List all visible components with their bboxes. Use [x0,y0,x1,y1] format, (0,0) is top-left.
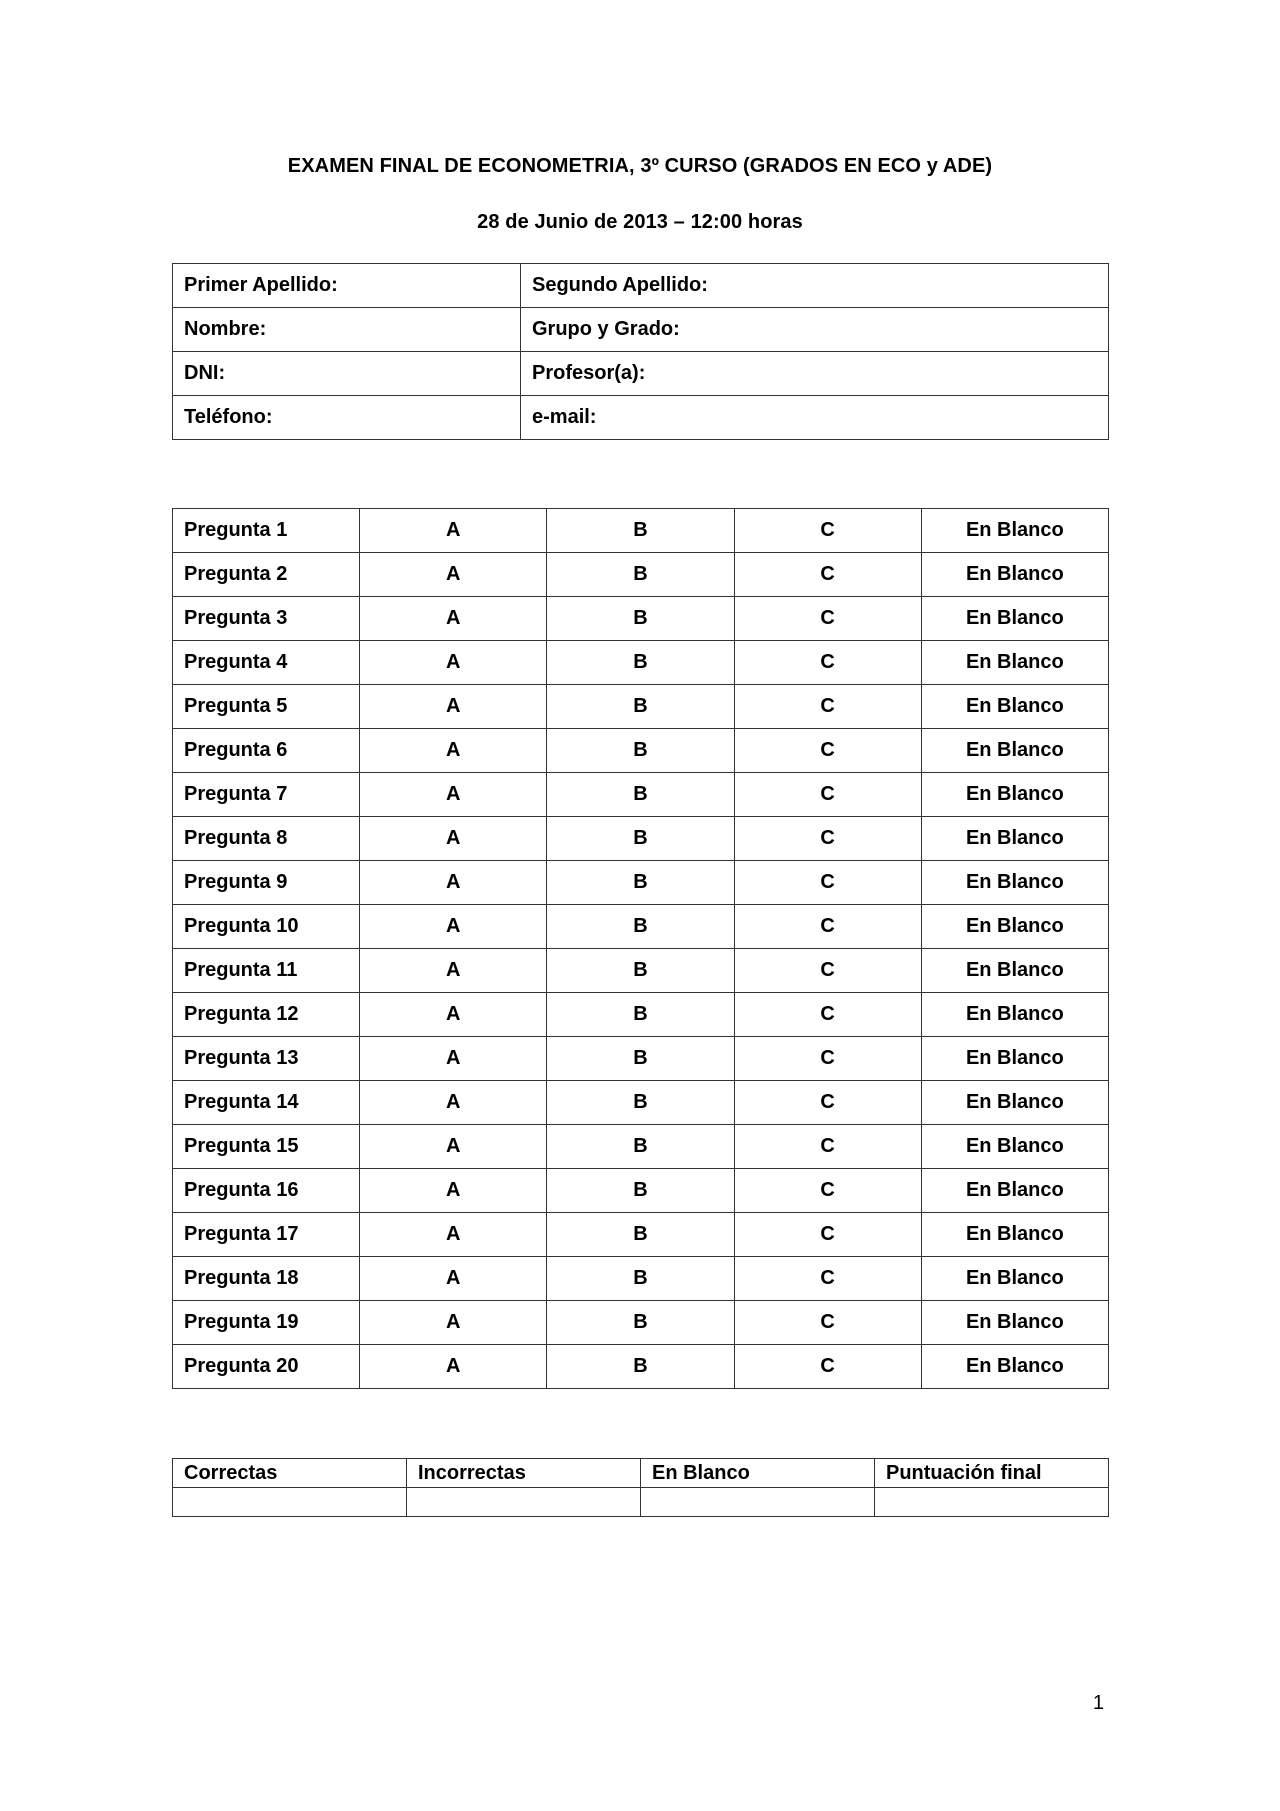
score-header-incorrect: Incorrectas [407,1459,641,1488]
answer-row [173,773,1109,817]
answer-option-b[interactable]: B [547,861,734,905]
question-label: Pregunta 8 [173,817,360,861]
answer-option-blank[interactable]: En Blanco [921,729,1108,773]
question-label: Pregunta 11 [173,949,360,993]
answer-option-b[interactable]: B [547,685,734,729]
answer-option-b[interactable]: B [547,1257,734,1301]
answer-option-blank[interactable]: En Blanco [921,905,1108,949]
exam-title: EXAMEN FINAL DE ECONOMETRIA, 3º CURSO (GRADOS EN ECO y ADE) [287,155,993,177]
score-blank-cell[interactable] [641,1488,875,1517]
answer-row [173,1345,1109,1389]
answer-option-b[interactable]: B [547,773,734,817]
question-label: Pregunta 7 [173,773,360,817]
answer-option-blank[interactable]: En Blanco [921,949,1108,993]
answer-row [173,949,1109,993]
answer-option-c[interactable]: C [734,1169,921,1213]
question-label: Pregunta 19 [173,1301,360,1345]
answer-option-b[interactable]: B [547,993,734,1037]
student-info-field[interactable]: Profesor(a): [521,352,1109,396]
answer-option-blank[interactable]: En Blanco [921,509,1108,553]
question-label: Pregunta 5 [173,685,360,729]
answer-option-a[interactable]: A [360,1081,547,1125]
answer-option-b[interactable]: B [547,1345,734,1389]
student-info-field[interactable]: Nombre: [173,308,521,352]
answer-option-a[interactable]: A [360,993,547,1037]
answer-row [173,817,1109,861]
answer-option-a[interactable]: A [360,949,547,993]
answer-option-c[interactable]: C [734,861,921,905]
answer-option-b[interactable]: B [547,729,734,773]
answer-row [173,1169,1109,1213]
answer-option-b[interactable]: B [547,1037,734,1081]
answer-row [173,905,1109,949]
question-label: Pregunta 2 [173,553,360,597]
answer-option-b[interactable]: B [547,949,734,993]
answer-row [173,553,1109,597]
answer-option-blank[interactable]: En Blanco [921,1345,1108,1389]
answer-option-b[interactable]: B [547,1169,734,1213]
answer-option-blank[interactable]: En Blanco [921,1169,1108,1213]
answer-option-blank[interactable]: En Blanco [921,641,1108,685]
answer-option-a[interactable]: A [360,685,547,729]
answer-option-a[interactable]: A [360,729,547,773]
student-info-field[interactable]: Primer Apellido: [173,264,521,308]
answer-option-c[interactable]: C [734,993,921,1037]
question-label: Pregunta 14 [173,1081,360,1125]
answer-option-blank[interactable]: En Blanco [921,817,1108,861]
answer-option-blank[interactable]: En Blanco [921,553,1108,597]
exam-date: 28 de Junio de 2013 – 12:00 horas [477,211,803,233]
student-info-field[interactable]: e-mail: [521,396,1109,440]
score-header-blank: En Blanco [641,1459,875,1488]
score-value-row [173,1488,1109,1517]
answer-option-c[interactable]: C [734,597,921,641]
question-label: Pregunta 12 [173,993,360,1037]
question-label: Pregunta 20 [173,1345,360,1389]
answer-row [173,1301,1109,1345]
answer-option-a[interactable]: A [360,553,547,597]
answer-option-c[interactable]: C [734,949,921,993]
student-info-row [173,396,1109,440]
answer-row [173,509,1109,553]
answer-option-a[interactable]: A [360,1125,547,1169]
answer-option-a[interactable]: A [360,905,547,949]
answer-option-c[interactable]: C [734,1037,921,1081]
score-table [172,1458,1109,1517]
answer-option-blank[interactable]: En Blanco [921,861,1108,905]
answer-sheet-table [172,508,1109,1389]
question-label: Pregunta 17 [173,1213,360,1257]
answer-option-c[interactable]: C [734,1257,921,1301]
student-info-row [173,308,1109,352]
answer-option-a[interactable]: A [360,1169,547,1213]
question-label: Pregunta 4 [173,641,360,685]
answer-row [173,1125,1109,1169]
answer-row [173,1213,1109,1257]
question-label: Pregunta 3 [173,597,360,641]
answer-option-a[interactable]: A [360,1301,547,1345]
question-label: Pregunta 15 [173,1125,360,1169]
student-info-row [173,352,1109,396]
score-header-row [173,1459,1109,1488]
score-header-final: Puntuación final [875,1459,1109,1488]
answer-option-a[interactable]: A [360,597,547,641]
answer-option-b[interactable]: B [547,1301,734,1345]
answer-option-b[interactable]: B [547,641,734,685]
answer-option-b[interactable]: B [547,1125,734,1169]
answer-option-c[interactable]: C [734,553,921,597]
answer-option-blank[interactable]: En Blanco [921,1213,1108,1257]
answer-option-a[interactable]: A [360,861,547,905]
score-header-correct: Correctas [173,1459,407,1488]
answer-option-b[interactable]: B [547,553,734,597]
answer-row [173,597,1109,641]
student-info-field[interactable]: Grupo y Grado: [521,308,1109,352]
question-label: Pregunta 9 [173,861,360,905]
answer-option-a[interactable]: A [360,1037,547,1081]
answer-row [173,729,1109,773]
answer-option-blank[interactable]: En Blanco [921,1081,1108,1125]
answer-option-blank[interactable]: En Blanco [921,1037,1108,1081]
answer-option-c[interactable]: C [734,1345,921,1389]
answer-option-blank[interactable]: En Blanco [921,1257,1108,1301]
answer-option-a[interactable]: A [360,509,547,553]
answer-option-blank[interactable]: En Blanco [921,993,1108,1037]
student-info-row [173,264,1109,308]
student-info-field[interactable]: Segundo Apellido: [521,264,1109,308]
score-final-cell[interactable] [875,1488,1109,1517]
answer-option-a[interactable]: A [360,1345,547,1389]
answer-option-a[interactable]: A [360,1257,547,1301]
answer-row [173,641,1109,685]
score-correct-cell[interactable] [173,1488,407,1517]
answer-option-blank[interactable]: En Blanco [921,597,1108,641]
student-info-field[interactable]: Teléfono: [173,396,521,440]
answer-option-c[interactable]: C [734,1125,921,1169]
answer-option-c[interactable]: C [734,905,921,949]
answer-option-b[interactable]: B [547,905,734,949]
answer-option-a[interactable]: A [360,1213,547,1257]
answer-option-b[interactable]: B [547,817,734,861]
answer-option-c[interactable]: C [734,685,921,729]
student-info-table [172,263,1109,440]
answer-row [173,1257,1109,1301]
answer-option-c[interactable]: C [734,509,921,553]
answer-row [173,685,1109,729]
answer-option-blank[interactable]: En Blanco [921,773,1108,817]
answer-row [173,861,1109,905]
answer-option-c[interactable]: C [734,1213,921,1257]
answer-option-a[interactable]: A [360,817,547,861]
question-label: Pregunta 10 [173,905,360,949]
question-label: Pregunta 13 [173,1037,360,1081]
answer-option-b[interactable]: B [547,1081,734,1125]
student-info-field[interactable]: DNI: [173,352,521,396]
answer-option-a[interactable]: A [360,641,547,685]
answer-option-blank[interactable]: En Blanco [921,685,1108,729]
page-number: 1 [1092,1692,1104,1714]
answer-option-c[interactable]: C [734,817,921,861]
answer-option-b[interactable]: B [547,509,734,553]
question-label: Pregunta 16 [173,1169,360,1213]
answer-option-a[interactable]: A [360,773,547,817]
answer-option-blank[interactable]: En Blanco [921,1301,1108,1345]
question-label: Pregunta 18 [173,1257,360,1301]
answer-row [173,993,1109,1037]
answer-option-c[interactable]: C [734,1081,921,1125]
answer-option-b[interactable]: B [547,597,734,641]
answer-row [173,1081,1109,1125]
answer-option-c[interactable]: C [734,641,921,685]
answer-option-c[interactable]: C [734,729,921,773]
answer-option-b[interactable]: B [547,1213,734,1257]
question-label: Pregunta 1 [173,509,360,553]
answer-row [173,1037,1109,1081]
answer-option-c[interactable]: C [734,773,921,817]
score-incorrect-cell[interactable] [407,1488,641,1517]
answer-option-c[interactable]: C [734,1301,921,1345]
question-label: Pregunta 6 [173,729,360,773]
answer-option-blank[interactable]: En Blanco [921,1125,1108,1169]
